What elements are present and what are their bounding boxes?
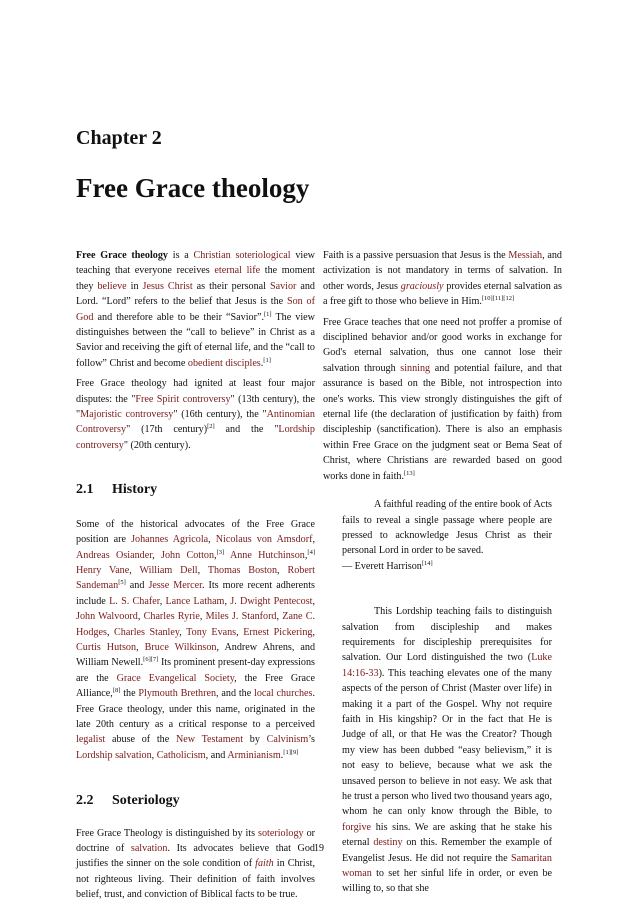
text-run: — Everett Harrison [342, 560, 422, 572]
wiki-link[interactable]: Nicolaus von Amsdorf [215, 534, 313, 546]
text-run: , [277, 564, 288, 576]
page-title: Free Grace theology [76, 173, 310, 203]
left-column [76, 248, 315, 908]
citation-ref[interactable]: [2] [207, 423, 215, 431]
text-run: Free Grace theology had ignited at least four major disputes: the " [76, 378, 315, 405]
right-column [323, 248, 562, 897]
wiki-link[interactable]: Bruce Wilkinson [144, 641, 217, 653]
text-run: , Andrew Ahrens, and William Newell. [76, 641, 316, 669]
free-grace-paragraph [323, 315, 562, 484]
text-run: , the Free Grace Alliance, [76, 672, 315, 700]
text-run: abuse of the [105, 734, 176, 746]
wiki-link[interactable]: Lance Latham [165, 595, 225, 607]
text-run: is a [168, 250, 194, 261]
text-run: and the " [214, 424, 279, 436]
text-run: The view distinguishes between the “call to believe” in Christ as a Savior and receiving the gift of eternal life, and the “call to follow” Christ and become [76, 311, 315, 369]
faith-paragraph [323, 248, 562, 310]
wiki-link[interactable]: Samaritan woman [342, 852, 552, 880]
wiki-link[interactable]: sinning [400, 362, 431, 374]
text-run: , [136, 641, 145, 653]
wiki-link[interactable]: L. S. Chafer [109, 595, 160, 607]
wiki-link[interactable]: eternal life [214, 265, 261, 277]
text-run: This Lordship teaching fails to distinguish salvation from discipleship and makes requirements for discipleship prerequisites for salvation. Our Lord distinguished the two ( [342, 606, 552, 664]
text-run: and potential failure, and that assurance is based on the Bible, not introspection into one's works. This view strongly distinguishes the gift of eternal life (the declaration of justification by faith) from discipleship (sanctification). There is also an emphasis within Free Grace on the judgment seat or Bema Seat of Christ, where Christians are rewarded based on good works done in faith. [323, 362, 562, 482]
wiki-link[interactable]: Robert Sandeman [76, 564, 315, 592]
quote-text [342, 497, 552, 559]
text-run: , [129, 564, 140, 576]
text-run: " (16th century), the " [173, 409, 267, 421]
text-run: , [137, 611, 144, 623]
text-run: , [208, 534, 216, 546]
wiki-link[interactable]: Thomas Boston [207, 564, 278, 576]
wiki-link[interactable]: William Dell [139, 564, 198, 576]
wiki-link[interactable]: Lordship controversy [76, 424, 315, 451]
wiki-link[interactable]: John Walvoord [76, 611, 138, 623]
citation-ref[interactable]: [1][9] [283, 748, 299, 756]
text-run: by [243, 734, 267, 746]
wiki-link[interactable]: Anne Hutchinson [229, 549, 305, 561]
wiki-link[interactable]: Majoristic controversy [80, 409, 174, 421]
wiki-link[interactable]: Calvinism [266, 734, 309, 746]
text-run: , [152, 549, 162, 561]
text-run: , and the [216, 688, 254, 700]
text-run: , and [205, 749, 228, 761]
wiki-link[interactable]: Savior [269, 280, 297, 292]
text-run: , [151, 749, 157, 761]
text-run: , [236, 626, 244, 638]
text-run: in [126, 280, 143, 292]
quote-attribution [342, 559, 552, 574]
text-run: Free Grace Theology is distinguished by its [76, 827, 259, 839]
text-run: Some of the historical advocates of the Free Grace position are [76, 518, 315, 546]
wiki-link[interactable]: Johannes Agricola [131, 534, 209, 546]
text-run: " (20th century). [123, 439, 191, 451]
wiki-link[interactable]: Grace Evangelical Society [116, 672, 235, 684]
text-run: his sins. We are asking that he stake his eternal [342, 821, 552, 849]
wiki-link[interactable]: local churches [254, 688, 313, 700]
wiki-link[interactable]: legalist [76, 734, 106, 746]
wiki-link[interactable]: Son of God [76, 296, 315, 323]
section-number: 2.2 [76, 793, 94, 809]
wiki-link[interactable]: destiny [373, 837, 403, 849]
text-run: the moment they [76, 265, 315, 292]
wiki-link[interactable]: Free Spirit controversy [135, 393, 231, 405]
text-run: , [159, 595, 166, 607]
text-run: A faithful reading of the entire book of Acts fails to reveal a single passage where people are pressed to acknowledge Jesus Christ as their personal Lord in order to be saved. [342, 499, 552, 557]
wiki-link[interactable]: obedient disciples [187, 357, 261, 369]
intro-paragraph-2 [76, 376, 315, 453]
text-run: as their personal [192, 280, 270, 292]
text-run: , [199, 611, 206, 623]
text-run: , [224, 595, 231, 607]
soteriology-paragraph [76, 826, 315, 903]
citation-ref[interactable]: [4] [307, 548, 315, 556]
wiki-link[interactable]: New Testament [175, 734, 244, 746]
citation-ref[interactable]: [1] [263, 310, 272, 318]
wiki-link[interactable]: Charles Stanley [114, 626, 180, 638]
wiki-link[interactable]: soteriology [258, 827, 304, 839]
wiki-link[interactable]: Curtis Hutson [76, 641, 137, 653]
text-run: . Its advocates believe that God justifies the sinner on the sole condition of [76, 843, 315, 870]
citation-ref[interactable]: [5] [118, 579, 126, 587]
text-run: , [214, 549, 217, 561]
text-run: or doctrine of [76, 827, 315, 854]
wiki-link[interactable]: Arminianism [227, 749, 281, 761]
text-run: " (13th century), the " [76, 393, 315, 421]
text-run: , [312, 626, 315, 638]
wiki-link[interactable]: Christian [193, 250, 231, 261]
citation-ref[interactable]: [3] [216, 548, 225, 556]
text-run: Free Grace teaches that one need not proffer a promise of disciplined behavior and/or good works in exchange for God's eternal salvation, thus one cannot lose their salvation through [323, 316, 562, 374]
intro-paragraph-1 [76, 248, 315, 371]
text-run: in Christ, not righteous living. Their definition of faith involves belief, trust, and conviction of Biblical facts to be true. [76, 858, 315, 901]
text-run: and Lord. “Lord” refers to the belief that Jesus is the [76, 280, 315, 308]
wiki-link[interactable]: Lordship salvation [76, 749, 152, 761]
text-run: , [312, 534, 316, 546]
citation-ref[interactable]: [8] [112, 687, 121, 695]
text-run: . [260, 357, 264, 369]
wiki-link[interactable]: faith [255, 858, 274, 870]
citation-ref[interactable]: [13] [404, 469, 415, 477]
page-number: 19 [314, 843, 324, 854]
chapter-label: Chapter 2 [76, 127, 162, 149]
history-paragraph [76, 517, 315, 764]
text-run: and [125, 580, 149, 592]
text-run: , [276, 611, 283, 623]
text-run: ). This teaching elevates one of the many aspects of the person of Christ (Master over life) in making it a part of the Gospel. Why not require faith in His kingship? Or in the fact that He is Judge of all, or that He was the Creator? Though my view has been dubbed “easy believism,” it is not easy to believe, because what we ask the unsaved person to believe in not easy. We ask that he trust a person who lived two thousand years ago, whom he can only know through the Bible, to [342, 667, 552, 818]
text-run: . [280, 749, 284, 761]
text-run: view teaching that everyone receives [76, 250, 315, 277]
text-run: , [304, 549, 308, 561]
wiki-link[interactable]: forgive [342, 821, 372, 833]
section-title: Soteriology [112, 793, 180, 809]
text-run: , [197, 564, 208, 576]
wiki-link[interactable]: Charles Ryrie [143, 611, 200, 623]
text-run: Its prominent present-day expressions are the [76, 657, 315, 684]
text-run: and therefore able to be their “Savior”. [93, 311, 264, 323]
wiki-link[interactable]: Miles J. Stanford [205, 611, 277, 623]
wiki-link[interactable]: Zane C. Hodges [76, 611, 316, 638]
wiki-link[interactable]: Catholicism [156, 749, 206, 761]
text-run: , [179, 626, 187, 638]
section-title: History [112, 482, 158, 498]
text-run: to set her sinful life in order, or even be willing to, so that she [342, 868, 552, 895]
text-run: the [120, 688, 139, 700]
text-run: . Free Grace theology, under this name, originated in the late 20th century as a critical response to a perceived [76, 688, 315, 730]
wiki-link[interactable]: believe [97, 280, 127, 292]
wiki-link[interactable]: Tony Evans [186, 626, 237, 638]
wiki-link[interactable]: Ernest Pickering [243, 626, 313, 638]
wiki-link[interactable]: Henry Vane [76, 564, 130, 576]
citation-ref[interactable]: [6][7] [143, 656, 159, 664]
wiki-link[interactable]: Antinomian Controversy [76, 409, 315, 436]
text-run: on this. Remember the example of Evangelist Jesus. He did not require the [342, 837, 552, 864]
text-run: , [106, 626, 115, 638]
wiki-link[interactable]: Luke 14:16-33 [342, 652, 552, 679]
citation-ref[interactable]: [1] [263, 356, 271, 364]
text-run: ’s [308, 734, 315, 746]
section-heading-history [76, 482, 315, 497]
text-run: , and activization is not mandatory in terms of salvation. In other words, Jesus [323, 250, 562, 292]
wiki-link[interactable]: salvation [130, 843, 168, 854]
citation-ref[interactable]: [14] [421, 559, 433, 567]
wiki-link[interactable]: John Cotton [161, 549, 215, 561]
section-number: 2.1 [76, 482, 94, 498]
wiki-link[interactable]: Plymouth Brethren [138, 688, 217, 700]
text-run: provides eternal salvation as a free gift to those who believe in Him. [323, 280, 562, 308]
wiki-link[interactable]: graciously [400, 280, 444, 292]
text-run: " (17th century) [126, 424, 208, 436]
wiki-link[interactable]: J. Dwight Pentecost [230, 595, 313, 607]
blockquote-harrison [342, 497, 552, 559]
wiki-link[interactable]: Jesse Mercer [148, 580, 202, 592]
text-run: , [312, 595, 315, 607]
wiki-link[interactable]: Andreas Osiander [76, 549, 153, 561]
text-run: . Its more recent adherents include [76, 580, 315, 607]
citation-ref[interactable]: [10][11][12] [481, 295, 515, 303]
wiki-link[interactable]: soteriological [235, 250, 291, 261]
wiki-link[interactable]: Messiah [508, 250, 543, 261]
text-run: Free Grace theology [76, 250, 168, 261]
text-run: Faith is a passive persuasion that Jesus is the [323, 250, 509, 261]
wiki-link[interactable]: Jesus Christ [142, 280, 193, 292]
section-heading-soteriology [76, 793, 315, 808]
